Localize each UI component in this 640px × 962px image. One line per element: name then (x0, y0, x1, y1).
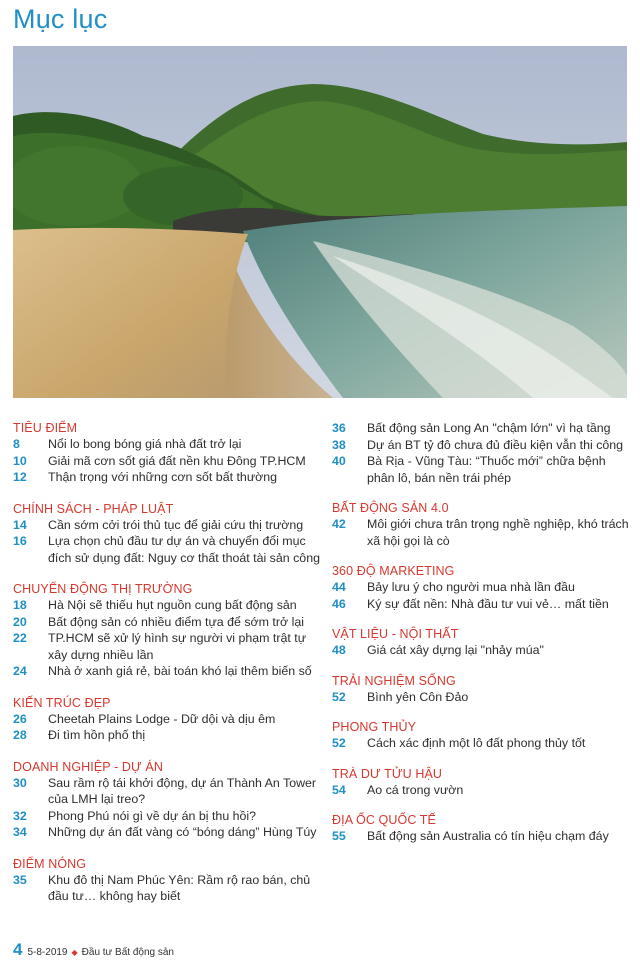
toc-entry[interactable] (13, 630, 320, 663)
toc-entry[interactable] (13, 711, 320, 728)
section-title: PHONG THỦY (332, 720, 417, 734)
section-title: TRÀ DƯ TỬU HẬU (332, 766, 443, 781)
toc-entry[interactable] (332, 642, 629, 659)
toc-entry-title: Thận trọng với những cơn sốt bất thường (48, 470, 278, 484)
toc-entry[interactable] (332, 735, 629, 752)
toc-section (13, 856, 320, 905)
toc-page-number: 28 (13, 728, 27, 742)
toc-page-number: 34 (13, 825, 27, 839)
toc-entry-title: Cần sớm cởi trói thủ tục để giải cứu thị trường (48, 517, 304, 532)
toc-entry[interactable] (13, 663, 320, 680)
toc-section (332, 500, 629, 549)
toc-entry[interactable] (13, 436, 320, 453)
toc-section (13, 759, 320, 841)
toc-section (13, 581, 320, 680)
toc-page-number: 26 (13, 711, 27, 726)
toc-section (13, 420, 320, 486)
toc-page-number: 32 (13, 808, 27, 823)
toc-entry[interactable] (332, 437, 629, 454)
toc-page-number: 8 (13, 437, 20, 451)
toc-page-number: 48 (332, 643, 346, 657)
toc-entry[interactable] (13, 517, 320, 534)
toc-entry-title: Khu đô thị Nam Phúc Yên: Rầm rộ rao bán, chủ đầu tư… không hay biết (48, 872, 311, 903)
toc-entry[interactable] (332, 689, 629, 706)
toc-page-number: 55 (332, 829, 346, 843)
toc-entry[interactable] (13, 872, 320, 905)
toc-page-number: 18 (13, 598, 27, 612)
hero-photo (13, 46, 627, 398)
section-title: CHUYỂN ĐỘNG THỊ TRƯỜNG (13, 582, 193, 596)
toc-entry[interactable] (332, 828, 629, 845)
toc-entry[interactable] (13, 727, 320, 744)
section-title: ĐIỂM NÓNG (13, 856, 87, 871)
toc-entry-title: TP.HCM sẽ xử lý hình sự người vi phạm trật tự xây dựng nhiều lần (48, 631, 306, 662)
toc-page-number: 44 (332, 580, 346, 594)
toc-section (332, 420, 629, 486)
toc-section (332, 673, 629, 706)
toc-page-number: 35 (13, 872, 27, 887)
toc-entry-title: Bình yên Côn Đảo (367, 689, 469, 704)
toc-entry-title: Bà Rịa - Vũng Tàu: “Thuốc mới” chữa bệnh phân lô, bán nền trái phép (367, 454, 606, 485)
toc-entry-title: Sau rầm rộ tái khởi động, dự án Thành An Tower của LMH lại treo? (48, 775, 317, 806)
toc-page-number: 14 (13, 517, 27, 532)
toc-entry-title: Phong Phú nói gì về dự án bị thu hồi? (48, 808, 257, 823)
section-title: BẤT ĐỘNG SẢN 4.0 (332, 501, 449, 515)
page-number: 4 (13, 940, 23, 959)
page-footer (13, 940, 174, 960)
toc-page-number: 16 (13, 534, 27, 548)
toc-entry-title: Những dự án đất vàng có “bóng dáng” Hùng Túy (48, 825, 317, 839)
toc-entry[interactable] (332, 453, 629, 486)
section-title: TIÊU ĐIỂM (13, 421, 78, 435)
toc-entry[interactable] (13, 824, 320, 841)
section-title: KIẾN TRÚC ĐẸP (13, 695, 111, 710)
page-title: Mục lục (13, 4, 108, 34)
toc-entry-title: Dự án BT tỷ đô chưa đủ điều kiện vẫn thi công (367, 437, 624, 452)
toc-section (332, 626, 629, 659)
toc-entry-title: Hà Nội sẽ thiếu hụt nguồn cung bất động sản (48, 598, 297, 612)
toc-page-number: 52 (332, 689, 346, 704)
toc-page-number: 40 (332, 454, 346, 468)
toc-entry[interactable] (332, 579, 629, 596)
toc-page-number: 54 (332, 782, 346, 797)
toc-section (332, 812, 629, 845)
section-title: TRẢI NGHIỆM SỐNG (332, 673, 456, 688)
toc-entry-title: Ký sự đất nền: Nhà đầu tư vui vẻ… mất tiền (367, 596, 609, 611)
issue-date: 5-8-2019 (27, 947, 68, 958)
toc-entry[interactable] (13, 775, 320, 808)
toc-section (332, 719, 629, 752)
toc-page-number: 52 (332, 736, 346, 750)
toc-page-number: 10 (13, 453, 27, 468)
toc-entry-title: Giá cát xây dựng lại "nhảy múa" (367, 643, 544, 657)
diamond-separator-icon: ◆ (71, 948, 78, 957)
toc-page-number: 12 (13, 470, 27, 484)
toc-entry-title: Bất động sản có nhiều điểm tựa để sớm trở lại (48, 614, 304, 629)
toc-page-number: 20 (13, 614, 27, 629)
toc-entry-title: Ao cá trong vườn (367, 782, 464, 797)
toc-entry[interactable] (332, 782, 629, 799)
toc-entry[interactable] (13, 533, 320, 566)
toc-page-number: 24 (13, 664, 27, 678)
toc-entry[interactable] (332, 420, 629, 437)
toc-entry-title: Bảy lưu ý cho người mua nhà lần đầu (367, 580, 575, 594)
section-title: ĐỊA ỐC QUỐC TẾ (332, 813, 436, 827)
toc-entry[interactable] (332, 516, 629, 549)
toc-section (13, 695, 320, 744)
toc-entry-title: Nổi lo bong bóng giá nhà đất trở lại (48, 437, 242, 451)
toc-page-number: 42 (332, 517, 346, 531)
toc-entry-title: Lựa chọn chủ đầu tư dự án và chuyển đổi mục đích sử dụng đất: Nguy cơ thất thoát tài sản công (48, 534, 320, 565)
toc-entry-title: Đi tìm hồn phố thị (48, 728, 146, 742)
toc-entry-title: Bất động sản Australia có tín hiệu chạm đáy (367, 829, 609, 843)
toc-entry[interactable] (13, 614, 320, 631)
toc-entry[interactable] (13, 597, 320, 614)
beach-photo-icon (13, 46, 627, 398)
toc-page-number: 46 (332, 596, 346, 611)
toc-entry-title: Cách xác định một lô đất phong thủy tốt (367, 736, 586, 750)
toc-page-number: 38 (332, 437, 346, 452)
toc-entry[interactable] (13, 453, 320, 470)
toc-entry-title: Giải mã cơn sốt giá đất nền khu Đông TP.HCM (48, 453, 306, 468)
toc-page-number: 30 (13, 775, 27, 790)
toc-entry[interactable] (332, 596, 629, 613)
publication-name: Đầu tư Bất động sản (81, 947, 174, 958)
toc-section (13, 501, 320, 567)
section-title: VẬT LIỆU - NỘI THẤT (332, 627, 459, 641)
section-title: 360 ĐỘ MARKETING (332, 564, 455, 578)
toc-page-number: 36 (332, 421, 346, 435)
toc-section (332, 563, 629, 612)
toc-section (332, 766, 629, 799)
toc-entry[interactable] (13, 808, 320, 825)
toc-entry[interactable] (13, 469, 320, 486)
toc-entry-title: Nhà ở xanh giá rẻ, bài toán khó lại thêm biến số (48, 664, 312, 678)
section-title: DOANH NGHIỆP - DỰ ÁN (13, 759, 163, 774)
toc-left-column (13, 420, 320, 905)
toc-page-number: 22 (13, 631, 27, 645)
toc-entry-title: Môi giới chưa trân trọng nghề nghiệp, khó trách xã hội gọi là cò (367, 517, 629, 548)
toc-entry-title: Bất động sản Long An "chậm lớn" vì hạ tầng (367, 421, 611, 435)
toc-right-column (332, 420, 629, 845)
toc-entry-title: Cheetah Plains Lodge - Dữ dội và dịu êm (48, 711, 276, 726)
section-title: CHÍNH SÁCH - PHÁP LUẬT (13, 501, 174, 516)
